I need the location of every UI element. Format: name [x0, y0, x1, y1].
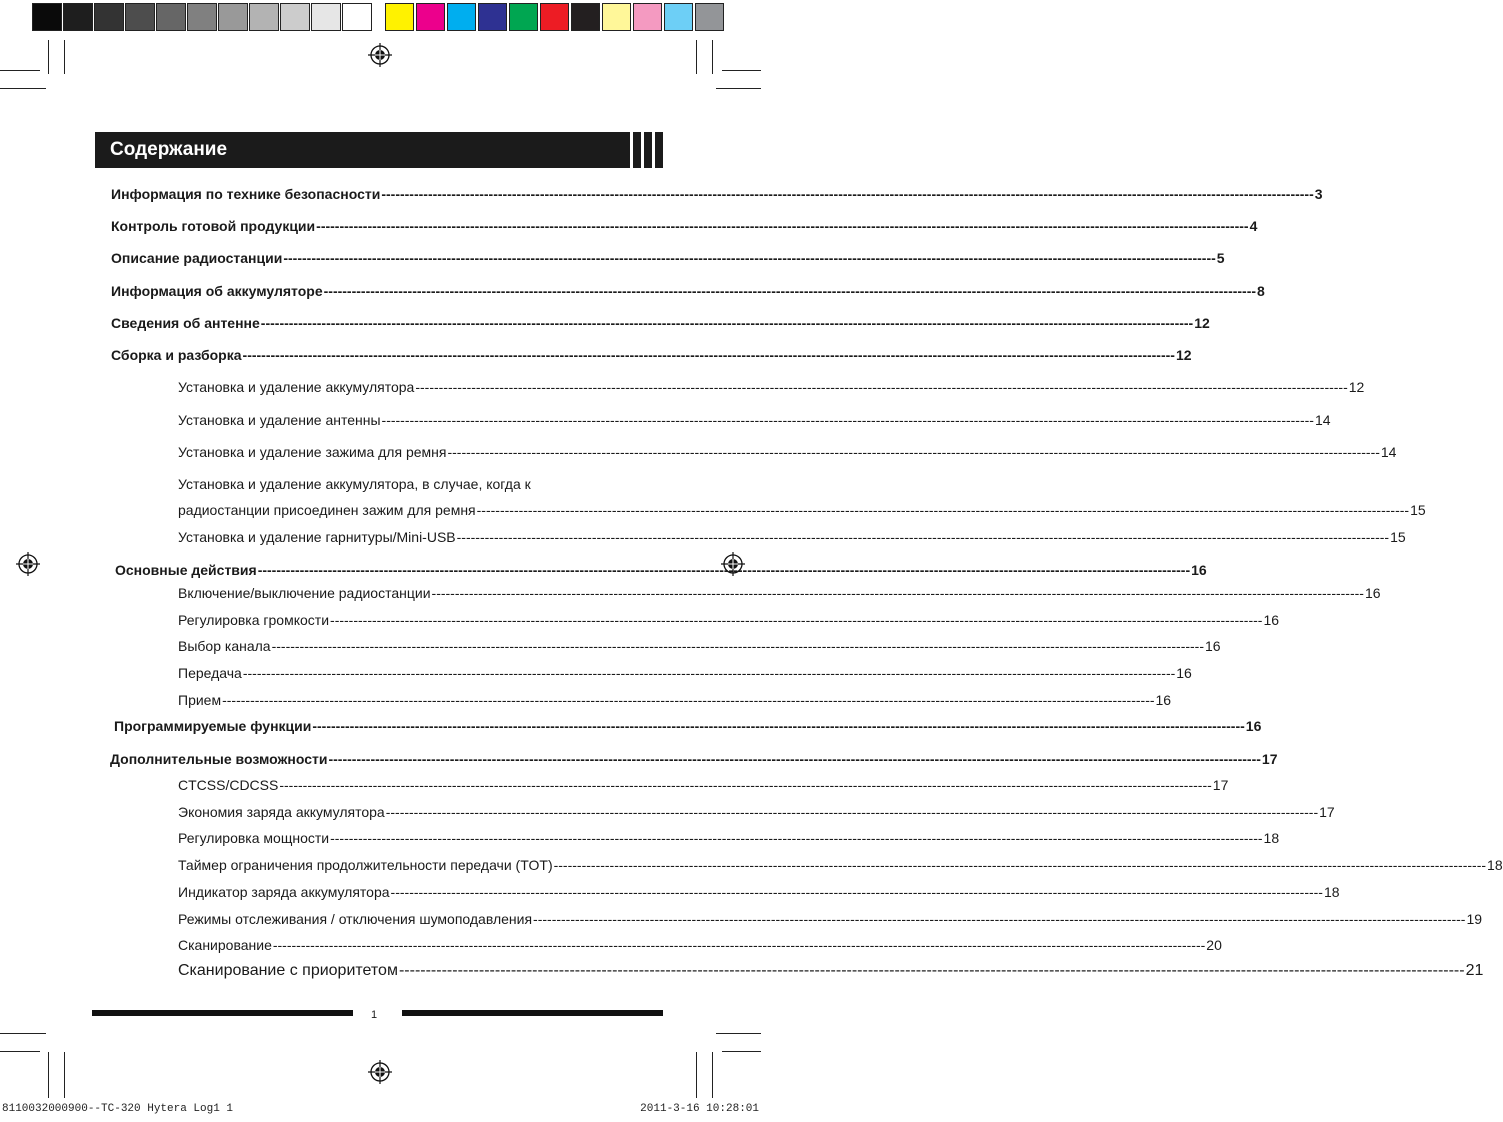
toc-entry-page: 12: [1348, 379, 1365, 395]
toc-entry-page: 15: [1410, 502, 1426, 518]
toc-entry[interactable]: [178, 804, 1335, 820]
color-swatch: [571, 3, 600, 31]
toc-leader: --------------------------------------------------------------------------------------------------------------------------------------------------------------------------------------------------------: [330, 612, 1263, 628]
toc-leader: --------------------------------------------------------------------------------------------------------------------------------------------------------------------------------------------------------: [283, 250, 1216, 266]
toc-entry[interactable]: [178, 638, 1221, 654]
toc-leader: --------------------------------------------------------------------------------------------------------------------------------------------------------------------------------------------------------: [328, 751, 1261, 767]
color-swatch: [156, 3, 186, 31]
toc-leader: --------------------------------------------------------------------------------------------------------------------------------------------------------------------------------------------------------: [271, 638, 1204, 654]
color-swatch: [509, 3, 538, 31]
toc-entry-title: Информация по технике безопасности: [111, 186, 381, 202]
toc-entry-title: Установка и удаление зажима для ремня: [178, 444, 447, 460]
toc-leader: --------------------------------------------------------------------------------------------------------------------------------------------------------------------------------------------------------: [242, 347, 1175, 363]
toc-leader: --------------------------------------------------------------------------------------------------------------------------------------------------------------------------------------------------------: [260, 315, 1194, 331]
toc-entry[interactable]: [178, 612, 1280, 628]
toc-entry-title: Дополнительные возможности: [110, 751, 328, 767]
toc-entry[interactable]: [178, 412, 1331, 428]
color-swatch: [280, 3, 310, 31]
toc-entry-page: 16: [1205, 638, 1221, 654]
header-stripe: [641, 132, 644, 168]
toc-entry[interactable]: [178, 937, 1222, 953]
toc-entry-title-line: Установка и удаление аккумулятора, в случае, когда к: [178, 476, 531, 492]
toc-entry-title: Индикатор заряда аккумулятора: [178, 884, 390, 900]
toc-entry-page: 17: [1261, 751, 1278, 767]
color-swatch: [664, 3, 693, 31]
header-stripe: [630, 132, 633, 168]
toc-entry-page: 16: [1364, 585, 1381, 601]
toc-entry-page: 16: [1176, 665, 1192, 681]
toc-entry-page: 5: [1216, 250, 1225, 266]
toc-leader: --------------------------------------------------------------------------------------------------------------------------------------------------------------------------------------------------------: [381, 186, 1314, 202]
toc-entry-page: 16: [1191, 562, 1207, 578]
color-swatch: [447, 3, 476, 31]
toc-entry-page: 18: [1487, 857, 1503, 873]
color-swatch: [218, 3, 248, 31]
toc-entry-page: 8: [1257, 283, 1265, 299]
toc-entry-title: CTCSS/CDCSS: [178, 777, 279, 793]
toc-leader: --------------------------------------------------------------------------------------------------------------------------------------------------------------------------------------------------------: [381, 412, 1314, 428]
toc-entry-title: Режимы отслеживания / отключения шумоподавления: [178, 911, 533, 927]
toc-leader: --------------------------------------------------------------------------------------------------------------------------------------------------------------------------------------------------------: [385, 804, 1319, 820]
toc-leader: --------------------------------------------------------------------------------------------------------------------------------------------------------------------------------------------------------: [533, 911, 1466, 927]
print-footer-right: 2011-3-16 10:28:01: [640, 1103, 759, 1115]
toc-entry[interactable]: [178, 962, 1484, 980]
color-swatch: [32, 3, 62, 31]
toc-entry-title: Сборка и разборка: [111, 347, 242, 363]
toc-entry-page: 14: [1380, 444, 1397, 460]
toc-leader: --------------------------------------------------------------------------------------------------------------------------------------------------------------------------------------------------------: [312, 718, 1245, 734]
page-title: Содержание: [110, 139, 228, 160]
toc-entry-page: 17: [1319, 804, 1335, 820]
toc-entry-title: Сканирование: [178, 937, 272, 953]
toc-entry-page: 3: [1314, 186, 1323, 202]
color-swatch: [63, 3, 93, 31]
toc-entry-page: 21: [1465, 962, 1484, 979]
color-swatch: [187, 3, 217, 31]
toc-leader: --------------------------------------------------------------------------------------------------------------------------------------------------------------------------------------------------------: [447, 444, 1380, 460]
toc-entry-title: Таймер ограничения продолжительности передачи (TOT): [178, 857, 553, 873]
toc-leader: --------------------------------------------------------------------------------------------------------------------------------------------------------------------------------------------------------: [553, 857, 1487, 873]
toc-entry-page: 19: [1466, 911, 1483, 927]
registration-mark-icon: [368, 43, 392, 67]
toc-entry[interactable]: [178, 502, 1426, 518]
toc-entry-title: Сведения об антенне: [111, 315, 260, 331]
toc-leader: --------------------------------------------------------------------------------------------------------------------------------------------------------------------------------------------------------: [476, 502, 1410, 518]
toc-entry-page: 14: [1314, 412, 1331, 428]
toc-leader: --------------------------------------------------------------------------------------------------------------------------------------------------------------------------------------------------------: [242, 665, 1176, 681]
toc-entry[interactable]: [178, 884, 1340, 900]
header-stripe: [652, 132, 655, 168]
toc-entry-page: 17: [1212, 777, 1229, 793]
toc-entry-page: 4: [1249, 218, 1258, 234]
toc-entry[interactable]: [111, 315, 1210, 331]
toc-entry-title: Описание радиостанции: [111, 250, 283, 266]
color-swatch: [385, 3, 414, 31]
toc-entry[interactable]: [178, 777, 1229, 793]
toc-leader: --------------------------------------------------------------------------------------------------------------------------------------------------------------------------------------------------------: [456, 529, 1390, 545]
toc-entry-page: 16: [1155, 692, 1172, 708]
toc-entry[interactable]: [178, 911, 1483, 927]
toc-entry[interactable]: [178, 379, 1365, 395]
toc-entry-title: Сканирование с приоритетом: [178, 962, 398, 979]
toc-entry-title: Установка и удаление аккумулятора: [178, 379, 415, 395]
registration-mark-icon: [368, 1060, 392, 1084]
toc-leader: --------------------------------------------------------------------------------------------------------------------------------------------------------------------------------------------------------: [398, 962, 1465, 979]
toc-leader: --------------------------------------------------------------------------------------------------------------------------------------------------------------------------------------------------------: [323, 283, 1257, 299]
toc-leader: --------------------------------------------------------------------------------------------------------------------------------------------------------------------------------------------------------: [390, 884, 1323, 900]
toc-entry-title: Регулировка громкости: [178, 612, 330, 628]
toc-entry[interactable]: [114, 718, 1262, 734]
toc-leader: --------------------------------------------------------------------------------------------------------------------------------------------------------------------------------------------------------: [316, 218, 1249, 234]
toc-entry-title: Экономия заряда аккумулятора: [178, 804, 385, 820]
footer-rule-left: [92, 1010, 353, 1016]
toc-leader: --------------------------------------------------------------------------------------------------------------------------------------------------------------------------------------------------------: [222, 692, 1155, 708]
toc-entry-title: радиостанции присоединен зажим для ремня: [178, 502, 476, 518]
toc-leader: --------------------------------------------------------------------------------------------------------------------------------------------------------------------------------------------------------: [272, 937, 1206, 953]
toc-entry[interactable]: [178, 692, 1172, 708]
color-swatch: [478, 3, 507, 31]
toc-entry-page: 12: [1194, 315, 1210, 331]
toc-entry-page: 12: [1175, 347, 1192, 363]
toc-entry-page: 16: [1245, 718, 1262, 734]
toc-entry-page: 15: [1390, 529, 1406, 545]
color-swatch: [311, 3, 341, 31]
color-swatch: [540, 3, 569, 31]
toc-leader: --------------------------------------------------------------------------------------------------------------------------------------------------------------------------------------------------------: [415, 379, 1348, 395]
toc-entry[interactable]: [111, 186, 1323, 202]
toc-entry-page: 18: [1323, 884, 1340, 900]
toc-entry[interactable]: [111, 283, 1265, 299]
toc-entry[interactable]: [111, 218, 1258, 234]
color-swatch: [602, 3, 631, 31]
toc-entry[interactable]: [178, 857, 1503, 873]
toc-entry-title: Программируемые функции: [114, 718, 312, 734]
toc-leader: --------------------------------------------------------------------------------------------------------------------------------------------------------------------------------------------------------: [279, 777, 1212, 793]
toc-entry[interactable]: [111, 250, 1225, 266]
toc-entry-title: Передача: [178, 665, 242, 681]
toc-entry-page: 18: [1263, 830, 1280, 846]
toc-entry[interactable]: [178, 585, 1381, 601]
print-footer-left: 8110032000900--TC-320 Hytera Log1 1: [2, 1103, 234, 1115]
registration-mark-icon: [16, 552, 40, 576]
toc-entry[interactable]: [178, 830, 1280, 846]
toc-entry-title: Прием: [178, 692, 222, 708]
color-swatch: [633, 3, 662, 31]
color-swatch: [94, 3, 124, 31]
toc-entry-page: 20: [1206, 937, 1222, 953]
toc-entry[interactable]: [115, 562, 1207, 578]
toc-leader: --------------------------------------------------------------------------------------------------------------------------------------------------------------------------------------------------------: [431, 585, 1364, 601]
toc-entry-title: Установка и удаление антенны: [178, 412, 381, 428]
toc-leader: --------------------------------------------------------------------------------------------------------------------------------------------------------------------------------------------------------: [330, 830, 1263, 846]
toc-entry-title: Выбор канала: [178, 638, 271, 654]
color-swatch: [249, 3, 279, 31]
toc-entry[interactable]: [178, 529, 1406, 545]
toc-entry-title: Основные действия: [115, 562, 257, 578]
color-swatch: [125, 3, 155, 31]
color-swatch: [342, 3, 372, 31]
toc-entry[interactable]: [178, 665, 1192, 681]
page-number: 1: [371, 1009, 378, 1021]
color-swatch: [416, 3, 445, 31]
toc-entry[interactable]: [110, 751, 1278, 767]
toc-entry-title: Включение/выключение радиостанции: [178, 585, 431, 601]
toc-entry-title: Информация об аккумуляторе: [111, 283, 323, 299]
toc-entry-page: 16: [1263, 612, 1280, 628]
toc-entry[interactable]: [178, 444, 1397, 460]
toc-entry-title: Регулировка мощности: [178, 830, 330, 846]
toc-entry[interactable]: [111, 347, 1192, 363]
color-swatch: [695, 3, 724, 31]
footer-rule-right: [402, 1010, 663, 1016]
toc-leader: --------------------------------------------------------------------------------------------------------------------------------------------------------------------------------------------------------: [257, 562, 1191, 578]
toc-entry-title: Контроль готовой продукции: [111, 218, 316, 234]
toc-entry-title: Установка и удаление гарнитуры/Mini-USB: [178, 529, 456, 545]
